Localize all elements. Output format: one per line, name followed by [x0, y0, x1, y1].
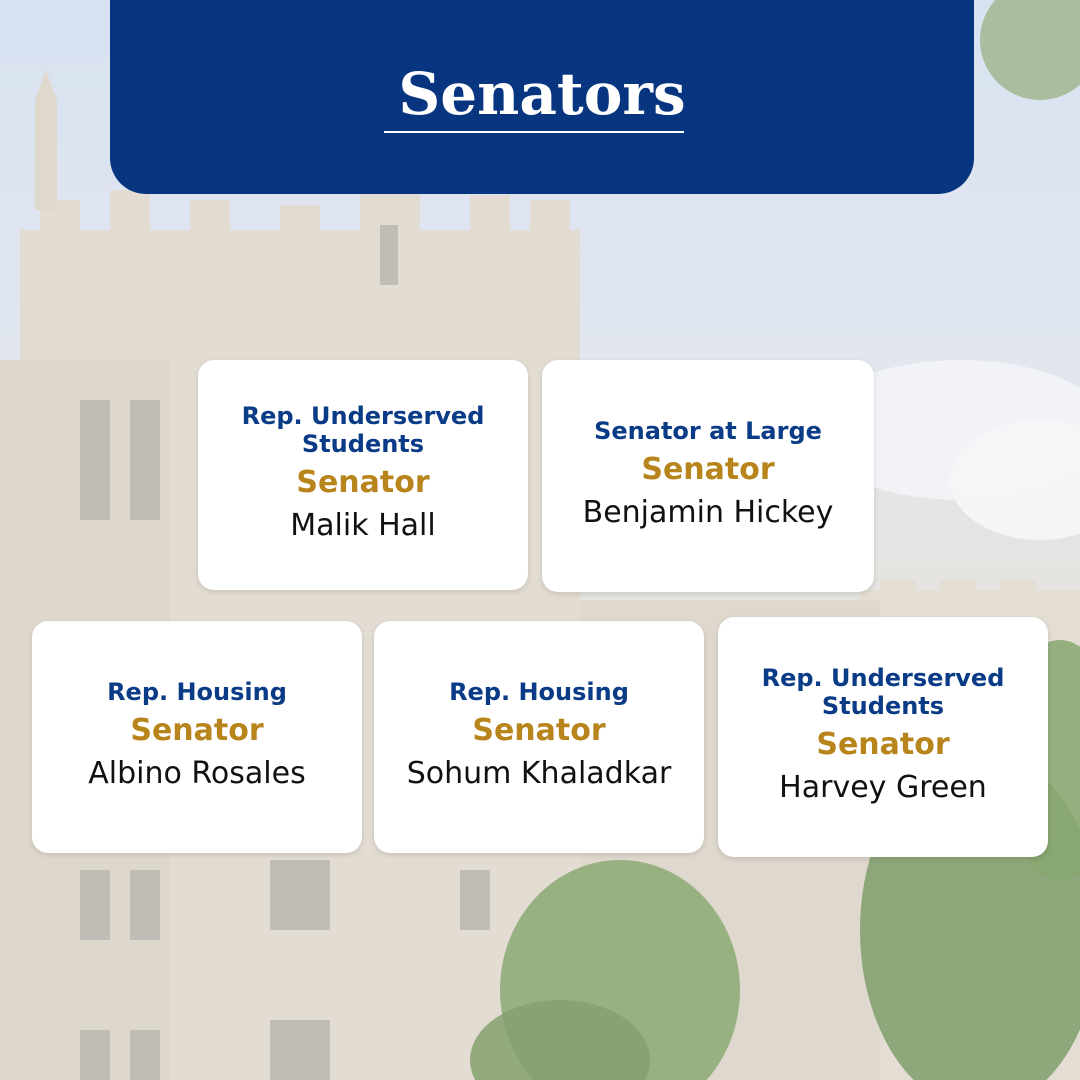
- senator-card: [542, 360, 874, 592]
- senator-position: Senator: [641, 452, 775, 487]
- senator-name: Benjamin Hickey: [582, 495, 834, 530]
- senator-role: Rep. Underserved Students: [761, 664, 1005, 720]
- senator-card: [374, 621, 704, 853]
- senator-position: Senator: [816, 727, 950, 762]
- senator-role: Rep. Housing: [449, 678, 629, 706]
- senator-card: [198, 360, 528, 590]
- title-banner: [110, 0, 974, 194]
- senator-position: Senator: [130, 713, 264, 748]
- senator-name: Sohum Khaladkar: [406, 756, 672, 791]
- senator-name: Malik Hall: [290, 508, 436, 543]
- senator-card: [718, 617, 1048, 857]
- senator-position: Senator: [296, 465, 430, 500]
- senator-role: Senator at Large: [594, 417, 822, 445]
- senator-role: Rep. Housing: [107, 678, 287, 706]
- senator-name: Harvey Green: [779, 770, 987, 805]
- title-underline: [384, 131, 684, 133]
- page-title: Senators: [398, 60, 686, 128]
- senator-position: Senator: [472, 713, 606, 748]
- senator-role: Rep. Underserved Students: [241, 402, 485, 458]
- senator-card: [32, 621, 362, 853]
- senator-name: Albino Rosales: [88, 756, 306, 791]
